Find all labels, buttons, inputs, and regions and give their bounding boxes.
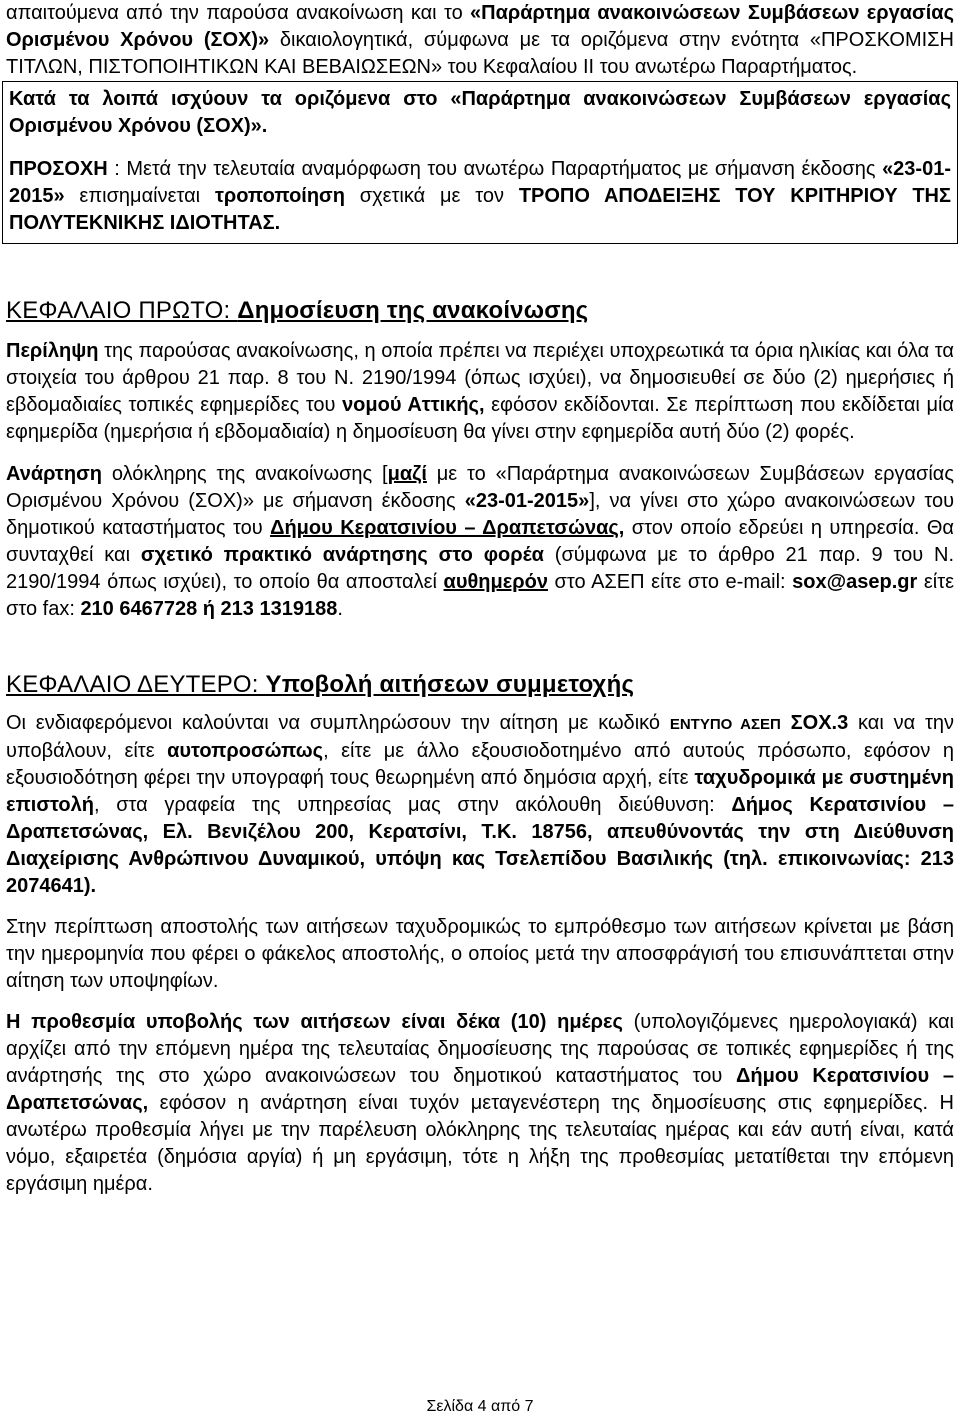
notice-box bbox=[2, 81, 958, 244]
notice-text: επισημαίνεται bbox=[64, 185, 215, 207]
together-emphasis: μαζί bbox=[387, 463, 427, 485]
email-link[interactable]: sox@asep.gr bbox=[792, 571, 918, 593]
notice-version-date: «23-01-2015» bbox=[9, 158, 951, 207]
posting-label: Ανάρτηση bbox=[6, 463, 102, 485]
deadline-emphasis: Η προθεσμία υποβολής των αιτήσεων είναι δέκα (10) ημέρες bbox=[6, 1011, 623, 1033]
paragraph-text: της παρούσας ανακοίνωσης, η οποία πρέπει να περιέχει υποχρεωτικά τα όρια ηλικίας και όλα τα στοιχεία του άρθρου 21 παρ. 8 του Ν. 2190/1994 (όπως ισχύει), να δημοσιευθεί σε δύο (2) ημερήσιες ή εβδομαδιαίες τοπικές εφημερίδες του bbox=[6, 340, 954, 416]
notice-proof-method: ΤΡΟΠΟ ΑΠΟΔΕΙΞΗΣ ΤΟΥ ΚΡΙΤΗΡΙΟΥ ΤΗΣ ΠΟΛΥΤΕΚΝΙΚΗΣ ΙΔΙΟΤΗΤΑΣ. bbox=[9, 185, 952, 234]
chapter-two-paragraph-3 bbox=[6, 1009, 954, 1198]
paragraph-text: στον οποίο εδρεύει η υπηρεσία. Θα συνταχθεί και bbox=[6, 517, 954, 566]
paragraph-text: . bbox=[337, 598, 343, 620]
paragraph-text: εφόσον η ανάρτηση είναι τυχόν μεταγενέστερη της δημοσίευσης στις εφημερίδες. Η ανωτέρω προθεσμία λήγει με την παρέλευση ολόκληρης της τελευταίας ημέρας και εάν αυτή είναι, κατά νόμο, εξαιρετέα (δημόσια αργία) ή μη εργάσιμη, τότε η λήξη της προθεσμίας μετατίθεται την επόμενη εργάσιμη ημέρα. bbox=[6, 1092, 954, 1195]
fax-numbers: 210 6467728 ή 213 1319188 bbox=[80, 598, 338, 620]
notice-attention-paragraph bbox=[9, 156, 951, 237]
form-code-label: ΕΝΤΥΠΟ ΑΣΕΠ bbox=[669, 716, 781, 733]
municipality-name: Δήμου Κερατσινίου – Δραπετσώνας, bbox=[270, 517, 625, 539]
in-person-emphasis: αυτοπροσώπως bbox=[167, 740, 324, 762]
page-number: Σελίδα 4 από 7 bbox=[426, 1398, 534, 1415]
chapter-one-heading bbox=[6, 296, 954, 326]
page-footer bbox=[0, 1398, 960, 1416]
same-day-emphasis: αυθημερόν bbox=[443, 571, 548, 593]
registered-mail-emphasis: ταχυδρομικά με συστημένη επιστολή bbox=[6, 767, 954, 816]
paragraph-text: , στα γραφεία της υπηρεσίας μας στην ακόλουθη διεύθυνση: bbox=[93, 794, 732, 816]
chapter-two-paragraph-1 bbox=[6, 710, 954, 900]
summary-label: Περίληψη bbox=[6, 340, 99, 362]
paragraph-text: (υπολογιζόμενες ημερολογιακά) και αρχίζει από την επόμενη ημέρα της τελευταίας δημοσίευσης της παρούσας σε τοπικές εφημερίδες ή της ανάρτησής της στο χώρο ανακοινώσεων του δημοτικού καταστήματος του bbox=[6, 1011, 954, 1087]
paragraph-text: ], να γίνει στο χώρο ανακοινώσεων του δημοτικού καταστήματος του bbox=[6, 490, 954, 539]
attention-label: ΠΡΟΣΟΧΗ bbox=[9, 158, 108, 180]
paragraph-text: Οι ενδιαφερόμενοι καλούνται να συμπληρώσουν την αίτηση με κωδικό bbox=[6, 712, 670, 734]
chapter-one-paragraph-2 bbox=[6, 461, 954, 623]
notice-modification: τροποποίηση bbox=[214, 185, 345, 207]
paragraph-text: ολόκληρης της ανακοίνωσης [ bbox=[101, 463, 388, 485]
prefecture-name: νομού Αττικής, bbox=[342, 394, 485, 416]
intro-text: απαιτούμενα από την παρούσα ανακοίνωση και το bbox=[6, 2, 471, 24]
paragraph-text: είτε στο fax: bbox=[6, 571, 955, 620]
intro-text-continued: δικαιολογητικά, σύμφωνα με τα οριζόμενα στην ενότητα «ΠΡΟΣΚΟΜΙΣΗ ΤΙΤΛΩΝ, ΠΙΣΤΟΠΟΙΗΤΙΚΩΝ ΚΑΙ ΒΕΒΑΙΩΣΕΩΝ» του Κεφαλαίου ΙΙ του ανωτέρω Παραρτήματος. bbox=[6, 29, 954, 78]
municipality-name: Δήμου Κερατσινίου – Δραπετσώνας, bbox=[6, 1065, 955, 1114]
form-code: ΣΟΧ.3 bbox=[780, 712, 849, 734]
chapter-two-prefix: ΚΕΦΑΛΑΙΟ ΔΕΥΤΕΡΟ: bbox=[6, 671, 266, 698]
intro-paragraph bbox=[6, 0, 954, 81]
paragraph-text: εφόσον εκδίδονται. Σε περίπτωση που εκδίδεται μία εφημερίδα (ημερήσια ή εβδομαδιαία) η δημοσίευση θα γίνει στην εφημερίδα αυτή δύο (2) φορές. bbox=[6, 394, 954, 443]
chapter-one-paragraph-1 bbox=[6, 338, 954, 446]
chapter-one-title: Δημοσίευση της ανακοίνωσης bbox=[237, 297, 589, 324]
paragraph-text: και να την υποβάλουν, είτε bbox=[6, 712, 954, 762]
submission-address: Δήμος Κερατσινίου – Δραπετσώνας, Ελ. Βενιζέλου 200, Κερατσίνι, Τ.Κ. 18756, απευθύνοντάς την στη Διεύθυνση Διαχείρισης Ανθρώπινου Δυναμικού, υπόψη κας Τσελεπίδου Βασιλικής (τηλ. επικοινωνίας: 213 2074641). bbox=[6, 794, 954, 897]
chapter-one-prefix: ΚΕΦΑΛΑΙΟ ΠΡΩΤΟ: bbox=[6, 297, 238, 324]
notice-text: σχετικά με τον bbox=[344, 185, 519, 207]
paragraph-text: στο ΑΣΕΠ είτε στο e-mail: bbox=[547, 571, 793, 593]
posting-record: σχετικό πρακτικό ανάρτησης στο φορέα bbox=[140, 544, 544, 566]
chapter-two-title: Υποβολή αιτήσεων συμμετοχής bbox=[265, 671, 635, 698]
chapter-two-heading bbox=[6, 670, 954, 700]
paragraph-text: με το «Παράρτημα ανακοινώσεων Συμβάσεων εργασίας Ορισμένου Χρόνου (ΣΟΧ)» με σήμανση έκδοσης bbox=[6, 463, 955, 512]
annex-title: «Παράρτημα ανακοινώσεων Συμβάσεων εργασίας Ορισμένου Χρόνου (ΣΟΧ)» bbox=[6, 2, 954, 51]
version-date: «23-01-2015» bbox=[464, 490, 590, 512]
notice-text: : Μετά την τελευταία αναμόρφωση του ανωτέρω Παραρτήματος με σήμανση έκδοσης bbox=[107, 158, 883, 180]
document-page bbox=[6, 0, 954, 1198]
paragraph-text: (σύμφωνα με το άρθρο 21 παρ. 9 του Ν. 2190/1994 όπως ισχύει), το οποίο θα αποσταλεί bbox=[6, 544, 955, 593]
chapter-two-paragraph-2: Στην περίπτωση αποστολής των αιτήσεων ταχυδρομικώς το εμπρόθεσμο των αιτήσεων κρίνεται με βάση την ημερομηνία που φέρει ο φάκελος αποστολής, ο οποίος μετά την αποσφράγισή του επισυνάπτεται στην αίτηση των υποψηφίων. bbox=[6, 916, 954, 992]
notice-general-clause: Κατά τα λοιπά ισχύουν τα οριζόμενα στο «Παράρτημα ανακοινώσεων Συμβάσεων εργασίας Ορισμένου Χρόνου (ΣΟΧ)». bbox=[9, 88, 951, 137]
paragraph-text: , είτε με άλλο εξουσιοδοτημένο από αυτούς πρόσωπο, εφόσον η εξουσιοδότηση φέρει την υπογραφή τους θεωρημένη από δημόσια αρχή, είτε bbox=[6, 740, 954, 789]
